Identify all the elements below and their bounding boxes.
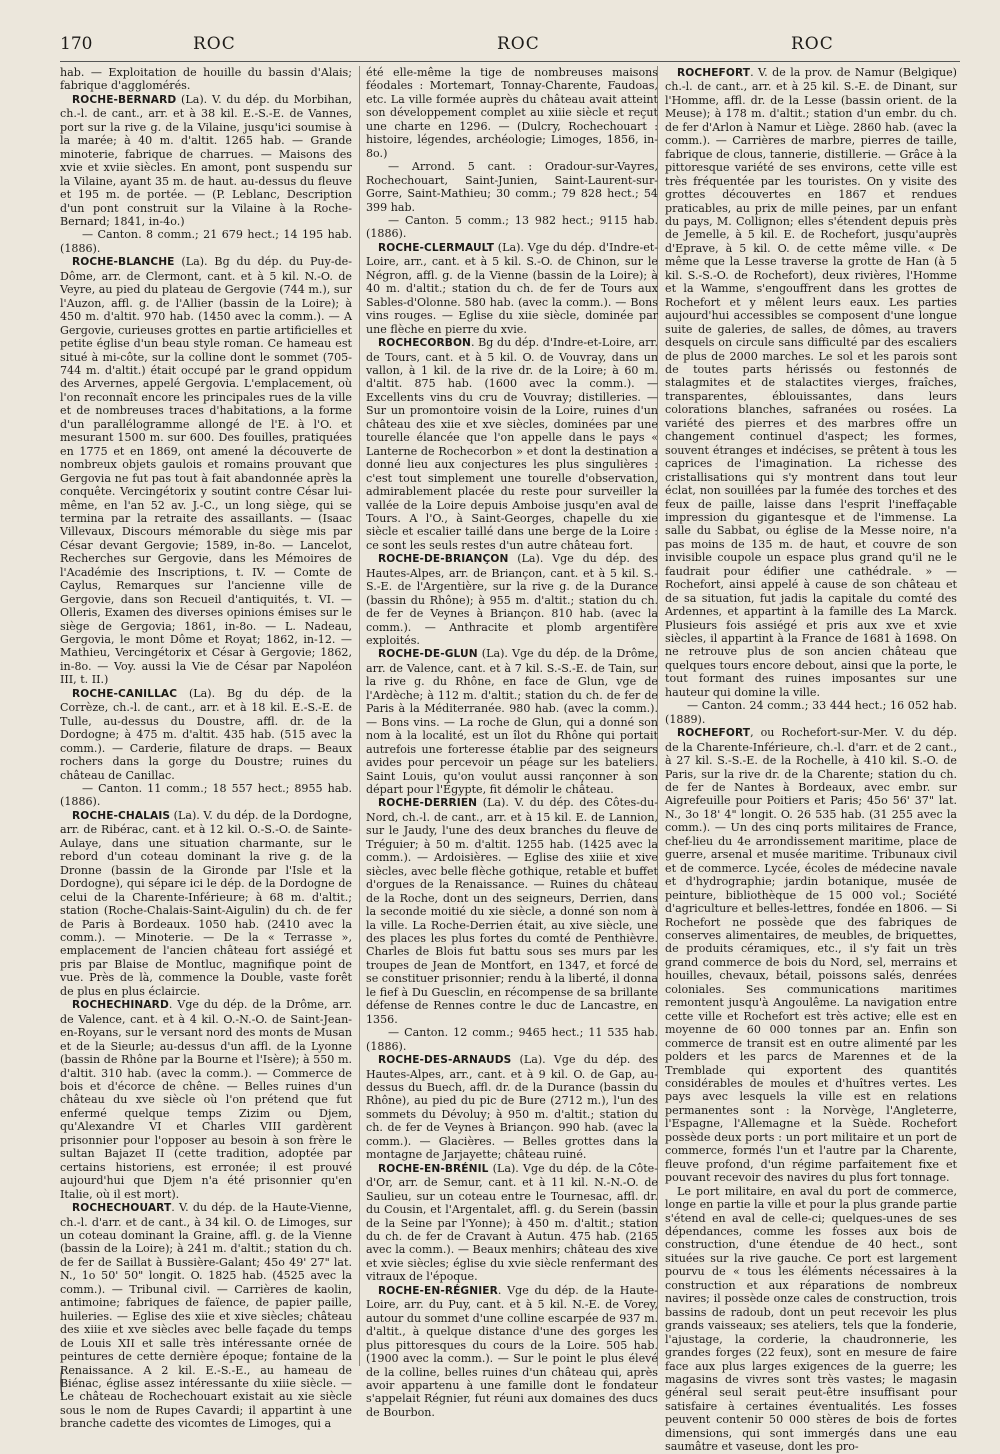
entry-body: hab. — Exploitation de houille du bassin d'Alais; fabrique d'agglomérés. <box>60 66 352 93</box>
canton-stats <box>366 160 658 214</box>
dictionary-entry <box>366 1284 658 1420</box>
entry-body: (La). Vge du dép. des Hautes-Alpes, arr., cant. et à 9 kil. O. de Gap, au-dessus du Buech, affl. dr. de la Durance (bassin du Rhône), au pied du pic de Bure (2712 m.), l'un des sommets du Dévoluy; à 950 m. d'altit.; station du ch. de fer de Veynes à Briançon. 990 hab. (avec la comm.). — Glacières. — Belles grottes dans la montagne de Jarjayette; château ruiné. <box>366 1053 658 1162</box>
entry-headword: ROCHE-EN-BRÉNIL <box>378 1162 489 1175</box>
canton-stats <box>60 782 352 809</box>
entry-headword: ROCHE-DERRIEN <box>378 797 478 810</box>
canton-stats <box>665 699 957 726</box>
entry-body: . Bg du dép. d'Indre-et-Loire, arr. de Tours, cant. et à 5 kil. O. de Vouvray, dans un vallon, à 1 kil. de la rive dr. de la Loire; à 60 m. d'altit. 875 hab. (1600 avec la comm.). — Excellents vins du cru de Vouvray; distilleries. — Sur un promontoire voisin de la Loire, ruines d'un château des xiie et xve siècles, dominées par une tourelle élancée que l'on appelle dans le pays « Lanterne de Rochecorbon » et dont la destination a donné lieu aux conjectures les plus singulières : c'est tout simplement une tourelle d'observation, admirablement placée du reste pour surveiller la vallée de la Loire depuis Amboise jusqu'en aval de Tours. A l'O., à Saint-Georges, chapelle du xie siècle et escalier taillé dans une berge de la Loire : ce sont les seuls restes d'un autre château fort. <box>366 336 658 552</box>
dictionary-entry <box>60 998 352 1201</box>
dictionary-entry <box>60 1201 352 1431</box>
entry-headword: ROCHEFORT <box>677 67 751 79</box>
entry-body: (La). Vge du dép. de la Côte-d'Or, arr. de Semur, cant. et à 11 kil. N.-N.-O. de Saulieu, sur un coteau entre le Tournesac, affl. dr. du Cousin, et l'Argentalet, affl. g. du Serein (bassin de la Seine par l'Yonne); à 450 m. d'altit.; station du ch. de fer de Cravant à Autun. 475 hab. (2165 avec la comm.). — Beaux menhirs; château des xive et xvie siècles; église du xvie siècle renfermant des vitraux de l'époque. <box>366 1161 658 1284</box>
dictionary-entry <box>60 93 352 229</box>
dictionary-entry <box>366 1053 658 1162</box>
entry-body: . V. du dép. de la Haute-Vienne, ch.-l. d'arr. et de cant., à 34 kil. O. de Limoges, sur un coteau dominant la Graine, affl. g. de la Vienne (bassin de la Loire); à 241 m. d'altit.; station du ch. de fer de Saillat à Bussière-Galant; 45o 49' 27" lat. N., 1o 50' 50" longit. O. 1825 hab. (4525 avec la comm.). — Tribunal civil. — Carrières de kaolin, antimoine; fabriques de faïence, de papier paille, huileries. — Eglise des xiie et xive siècles; château des xiiie et xve siècles avec belle façade du temps de Louis XII et salle très intéressante ornée de peintures de cette dernière époque; fontaine de la Renaissance. A 2 kil. E.-S.-E., au hameau de Biénac, église assez intéressante du xiiie siècle. — Le château de Rochechouart existait au xie siècle sous le nom de Rupes Cavardi; il appartint à une branche cadette des vicomtes de Limoges, qui a <box>60 1201 352 1431</box>
entry-body: (La). Bg du dép. de la Corrèze, ch.-l. de cant., arr. et à 18 kil. E.-S.-E. de Tulle, au-dessus du Doustre, affl. dr. de la Dordogne; à 475 m. d'altit. 435 hab. (515 avec la comm.). — Carderie, filature de draps. — Beaux rochers dans la gorge du Doustre; ruines du château de Canillac. <box>60 686 352 782</box>
canton-stats <box>60 228 352 255</box>
entry-body: — Canton. 12 comm.; 9465 hect.; 11 535 hab. (1886). <box>366 1026 658 1053</box>
entry-body: . Vge du dép. de la Haute-Loire, arr. du Puy, cant. et à 5 kil. N.-E. de Vorey, autour du sommet d'une colline escarpée de 937 m. d'altit., à quelque distance d'une des gorges les plus pittoresques du cours de la Loire. 505 hab. (1900 avec la comm.). — Sur le point le plus élevé de la colline, belles ruines d'un château qui, après avoir appartenu à une famille dont le fondateur s'appelait Régnier, fut réuni aux domaines des ducs de Bourbon. <box>366 1283 658 1419</box>
text-column-1 <box>60 66 352 1431</box>
entry-headword: ROCHE-CANILLAC <box>72 687 178 700</box>
entry-body: (La). V. du dép. du Morbihan, ch.-l. de cant., arr. et à 38 kil. E.-S.-E. de Vannes, port sur la rive g. de la Vilaine, jusqu'ici soumise à la marée; à 40 m. d'altit. 1265 hab. — Grande minoterie, fabrique de charrues. — Maisons des xvie et xviie siècles. En amont, pont suspendu sur la Vilaine, ayant 35 m. de haut. au-dessus du fleuve et 195 m. de portée. — (P. Leblanc, Description d'un pont construit sur la Vilaine à la Roche-Bernard; 1841, in-4o.) <box>60 92 352 228</box>
entry-text <box>60 66 352 93</box>
entry-body: — Canton. 5 comm.; 13 982 hect.; 9115 hab. (1886). <box>366 213 658 241</box>
entry-body: été elle-même la tige de nombreuses maisons féodales : Mortemart, Tonnay-Charente, Faudoas, etc. La ville formée auprès du château avait atteint son développement complet au xiiie siècle et reçut une charte en 1296. — (Dulcry, Rochechouart : histoire, légendes, archéologie; Limoges, 1856, in-8o.) <box>366 66 658 160</box>
entry-headword: ROCHE-DE-GLUN <box>378 648 478 661</box>
page-number: 170 <box>60 34 93 54</box>
entry-body: — Canton. 11 comm.; 18 557 hect.; 8955 hab. (1886). <box>60 782 352 809</box>
entry-headword: ROCHE-CHALAIS <box>72 809 171 822</box>
dictionary-entry <box>366 336 658 552</box>
entry-headword: ROCHE-BLANCHE <box>72 256 175 269</box>
dictionary-entry <box>366 241 658 336</box>
entry-body: (La). Vge du dép. d'Indre-et-Loire, arr., cant. et à 5 kil. S.-O. de Chinon, sur le Négron, affl. g. de la Vienne (bassin de la Loire); à 40 m. d'altit.; station du ch. de fer de Tours aux Sables-d'Olonne. 580 hab. (avec la comm.). — Bons vins rouges. — Eglise du xiie siècle, dominée par une flèche en pierre du xvie. <box>366 240 658 336</box>
entry-body: — Arrond. 5 cant. : Oradour-sur-Vayres, Rochechouart, Saint-Junien, Saint-Laurent-sur-Gorre, Saint-Mathieu; 30 comm.; 79 828 hect.; 54 399 hab. <box>366 160 658 214</box>
entry-text <box>665 1185 957 1454</box>
entry-body: , ou Rochefort-sur-Mer. V. du dép. de la Charente-Inférieure, ch.-l. d'arr. et de 2 cant., à 27 kil. S.-S.-E. de la Rochelle, à 410 kil. S.-O. de Paris, sur la rive dr. de la Charente; station du ch. de fer de Nantes à Bordeaux, avec embr. sur Aigrefeuille pour Poitiers et Paris; 45o 56' 37" lat. N., 3o 18' 4" longit. O. 26 535 hab. (31 255 avec la comm.). — Un des cinq ports militaires de France, chef-lieu du 4e arrondissement maritime, place de guerre, arsenal et musée maritime. Tribunaux civil et de commerce. Lycée, écoles de médecine navale et d'hydrographie; jardin botanique, musée de peinture, bibliothèque de 15 000 vol.; Société d'agriculture et belles-lettres, fondée en 1806. — Si Rochefort ne possède que des fabriques de conserves alimentaires, de meubles, de briquettes, de produits céramiques, etc., il s'y fait un très grand commerce de bois du Nord, sel, merrains et houilles, chevaux, bétail, poissons salés, denrées coloniales. Ses communications maritimes remontent jusqu'à Angoulême. La navigation entre cette ville et Rochefort est très active; elle est en moyenne de 60 000 tonnes par an. Enfin son commerce de transit est en outre alimenté par les polders et les parcs de Marennes et de la Tremblade qui exportent des quantités considérables de moules et d'huîtres vertes. Les pays avec lesquels la ville est en relations permanentes sont : la Norvège, l'Angleterre, l'Espagne, l'Allemagne et la Suède. Rochefort possède deux ports : un port militaire et un port de commerce, formés l'un et l'autre par la Charente, fleuve profond, d'un régime parfaitement fixe et pouvant recevoir des navires du plus fort tonnage. <box>665 726 957 1185</box>
entry-body: (La). V. du dép. des Côtes-du-Nord, ch.-l. de cant., arr. et à 15 kil. E. de Lannion, sur le Jaudy, l'une des deux branches du fleuve de Tréguier; à 50 m. d'altit. 1255 hab. (1425 avec la comm.). — Ardoisières. — Eglise des xiiie et xive siècles, avec belle flèche gothique, retable et buffet d'orgues de la Renaissance. — Ruines du château de la Roche, dont un des seigneurs, Derrien, dans la seconde moitié du xie siècle, a donné son nom à la ville. La Roche-Derrien était, au xive siècle, une des places les plus fortes du comté de Penthièvre. Charles de Blois fut battu sous ses murs par les troupes de Jean de Montfort, en 1347, et forcé de se constituer prisonnier; rendu à la liberté, il donna le fief à Du Guesclin, en récompense de sa brillante défense de Rennes contre le duc de Lancastre, en 1356. <box>366 796 658 1026</box>
entry-body: Le port militaire, en aval du port de commerce, longe en partie la ville et pour la plus grande partie s'étend en aval de celle-ci; quelques-unes de ses dépendances, comme les fosses aux bois de construction, d'une étendue de 40 hect., sont situées sur la rive gauche. Ce port est largement pourvu de « tous les éléments nécessaires à la construction et aux réparations de nombreux navires; il possède onze cales de construction, trois bassins de radoub, dont un peut recevoir les plus grands vaisseaux; ses ateliers, tels que la fonderie, l'ajustage, la corderie, la chaudronnerie, les grandes forges (22 feux), sont en mesure de faire face aux plus larges exigences de la guerre; les magasins de vivres sont très vastes; le magasin général seul serait peut-être insuffisant pour satisfaire à certaines éventualités. Les fosses peuvent contenir 50 000 stères de bois de fortes dimensions, qui sont immergés dans une eau saumâtre et vaseuse, dont les pro- <box>665 1184 957 1454</box>
entry-body: (La). V. du dép. de la Dordogne, arr. de Ribérac, cant. et à 12 kil. O.-S.-O. de Sainte-Aulaye, dans une situation charmante, sur le rebord d'un coteau dominant la rive g. de la Dronne (bassin de la Gironde par l'Isle et la Dordogne), qui sépare ici le dép. de la Dordogne de celui de la Charente-Inférieure; à 68 m. d'altit.; station (Roche-Chalais-Saint-Aigulin) du ch. de fer de Paris à Bordeaux. 1050 hab. (2410 avec la comm.). — Minoterie. — De la « Terrasse », emplacement de l'ancien château fort assiégé et pris par Blaise de Montluc, magnifique point de vue. Près de là, commence la Double, vaste forêt de plus en plus éclaircie. <box>60 808 352 998</box>
running-head-center: ROC <box>497 34 540 54</box>
canton-stats <box>366 1026 658 1053</box>
dictionary-entry <box>60 687 352 782</box>
entry-headword: ROCHECHOUART <box>72 1202 172 1215</box>
dictionary-entry <box>366 647 658 796</box>
running-head-right: ROC <box>791 34 834 54</box>
entry-body: (La). Vge du dép. des Hautes-Alpes, arr. de Briançon, cant. et à 5 kil. S.-S.-E. de l'Argentière, sur la rive g. de la Durance (bassin du Rhône); à 955 m. d'altit.; station du ch. de fer de Veynes à Briançon. 810 hab. (avec la comm.). — Anthracite et plomb argentifère exploités. <box>366 552 658 648</box>
dictionary-entry <box>366 796 658 1026</box>
entry-text <box>366 66 658 160</box>
pen-mark <box>40 1362 100 1398</box>
text-column-3 <box>665 66 957 1454</box>
column-divider <box>359 66 360 1366</box>
text-column-2 <box>366 66 658 1419</box>
entry-headword: ROCHEFORT <box>677 727 751 740</box>
entry-headword: ROCHECORBON <box>378 337 472 350</box>
dictionary-entry <box>665 66 957 699</box>
canton-stats <box>366 214 658 241</box>
entry-headword: ROCHE-DES-ARNAUDS <box>378 1054 512 1067</box>
entry-headword: ROCHE-EN-RÉGNIER <box>378 1284 498 1297</box>
dictionary-entry <box>60 255 352 687</box>
entry-body: — Canton. 8 comm.; 21 679 hect.; 14 195 hab. (1886). <box>60 228 352 255</box>
entry-body: — Canton. 24 comm.; 33 444 hect.; 16 052 hab. (1889). <box>665 699 957 726</box>
entry-body: (La). Bg du dép. du Puy-de-Dôme, arr. de Clermont, cant. et à 5 kil. N.-O. de Veyre, au pied du plateau de Gergovie (744 m.), sur l'Auzon, affl. g. de l'Allier (bassin de la Loire); à 450 m. d'altit. 970 hab. (1450 avec la comm.). — A Gergovie, curieuses grottes en partie artificielles et petite église d'un beau style roman. Ce hameau est situé à mi-côte, sur la colline dont le sommet (705-744 m. d'altit.) était occupé par le grand oppidum des Arvernes, appelé Gergovia. L'emplacement, où l'on reconnaît encore les principales rues de la ville et de nombreuses traces d'habitations, a la forme d'un parallélogramme allongé de l'E. à l'O. et mesurant 1500 m. sur 600. Des fouilles, pratiquées en 1775 et en 1869, ont amené la découverte de nombreux objets gaulois et romains prouvant que Gergovia ne fut pas tout à fait abandonnée après la conquête. Vercingétorix y soutint contre César lui-même, en l'an 52 av. J.-C., un long siège, qui se termina par la retraite des assaillants. — (Isaac Villevaux, Discours mémorable du siège mis par César devant Gergovie; 1589, in-8o. — Lancelot, Recherches sur Gergovie, dans les Mémoires de l'Académie des Inscriptions, t. IV. — Comte de Caylus, Remarques sur l'ancienne ville de Gergovie, dans son Recueil d'antiquités, t. VI. — Olleris, Examen des diverses opinions émises sur le siège de Gergovia; 1861, in-8o. — L. Nadeau, Gergovia, le mont Dôme et Royat; 1862, in-12. — Mathieu, Vercingétorix et César à Gergovie; 1862, in-8o. — Voy. aussi la Vie de César par Napoléon III, t. II.) <box>60 255 352 687</box>
entry-body: (La). Vge du dép. de la Drôme, arr. de Valence, cant. et à 7 kil. S.-S.-E. de Tain, sur la rive g. du Rhône, en face de Glun, vge de l'Ardèche; à 112 m. d'altit.; station du ch. de fer de Paris à la Méditerranée. 980 hab. (avec la comm.). — Bons vins. — La roche de Glun, qui a donné son nom à la localité, est un îlot du Rhône qui portait autrefois une forteresse établie par des seigneurs avides pour percevoir un péage sur les bateliers. Saint Louis, qu'on voulut aussi rançonner à son départ pour l'Égypte, fit démolir le château. <box>366 647 658 797</box>
running-head-left: ROC <box>193 34 236 54</box>
dictionary-entry <box>366 552 658 647</box>
entry-body: . V. de la prov. de Namur (Belgique) ch.-l. de cant., arr. et à 25 kil. S.-E. de Dinant, sur l'Homme, affl. dr. de la Lesse (bassin orient. de la Meuse); à 178 m. d'altit.; station d'un embr. du ch. de fer d'Arlon à Namur et Liège. 2860 hab. (avec la comm.). — Carrières de marbre, pierres de taille, fabrique de clous, tannerie, distillerie. — Grâce à la pittoresque variété de ses environs, cette ville est très fréquentée par les touristes. On y visite des grottes découvertes en 1867 et rendues praticables, au prix de mille peines, par un enfant du pays, M. Collignon; elles s'étendent depuis près de Jemelle, à 5 kil. E. de Rochefort, jusqu'auprès d'Eprave, à 5 kil. O. de cette même ville. « De même que la Lesse traverse la grotte de Han (à 5 kil. S.-S.-O. de Rochefort), deux rivières, l'Homme et la Wamme, s'engouffrent dans les grottes de Rochefort et y mêlent leurs eaux. Les parties aujourd'hui accessibles se composent d'une longue suite de galeries, de salles, de dômes, au travers desquels on circule sans difficulté par des escaliers de plus de 2000 marches. Le sol et les parois sont de toutes parts hérissés ou festonnés de stalagmites et de stalactites vierges, fraîches, transparentes, éblouissantes, dans leurs colorations blanches, safranées ou rosées. La variété des pierres et des marbres offre un changement continuel d'aspect; les formes, souvent étranges et indécises, se prêtent à tous les caprices de l'imagination. La richesse des cristallisations qui s'y montrent dans tout leur éclat, non souillées par la fumée des torches et des feux de paille, laisse dans l'esprit l'ineffaçable impression du gigantesque et de l'immense. La salle du Sabbat, ou église de la Messe noire, n'a pas moins de 135 m. de haut, et couvre de son invisible coupole un espace plus grand qu'il ne le faudrait pour édifier une cathédrale. » — Rochefort, ainsi appelé à cause de son château et de sa situation, fut jadis la capitale du comté des Ardennes, et appartint à la famille des La Marck. Plusieurs fois assiégé et pris aux xve et xvie siècles, il appartint à la France de 1681 à 1698. On ne retrouve plus de son ancien château que quelques tours encore debout, ainsi que la porte, le tout formant des ruines imposantes sur une hauteur qui domine la ville. <box>665 66 957 699</box>
dictionary-entry <box>366 1162 658 1284</box>
entry-body: . Vge du dép. de la Drôme, arr. de Valence, cant. et à 4 kil. O.-N.-O. de Saint-Jean-en-Royans, sur le versant nord des monts de Musan et de la Sieurle; au-dessus d'un affl. de la Lyonne (bassin de Rhône par la Bourne et l'Isère); à 550 m. d'altit. 310 hab. (avec la comm.). — Commerce de bois et d'écorce de chêne. — Belles ruines d'un château du xve siècle où l'on prétend que fut enfermé quelque temps Zizim ou Djem, qu'Alexandre VI et Charles VIII gardèrent prisonnier pour l'opposer au besoin à son frère le sultan Bajazet II (cette tradition, adoptée par certains historiens, est erronée; il est prouvé aujourd'hui que Djem n'a été prisonnier qu'en Italie, où il est mort). <box>60 998 352 1201</box>
entry-headword: ROCHECHINARD <box>72 999 169 1012</box>
dictionary-entry <box>665 726 957 1184</box>
header-rule <box>60 61 960 62</box>
entry-headword: ROCHE-DE-BRIANÇON <box>378 553 509 566</box>
dictionary-entry <box>60 809 352 998</box>
entry-headword: ROCHE-BERNARD <box>72 93 177 106</box>
entry-headword: ROCHE-CLERMAULT <box>378 241 495 254</box>
